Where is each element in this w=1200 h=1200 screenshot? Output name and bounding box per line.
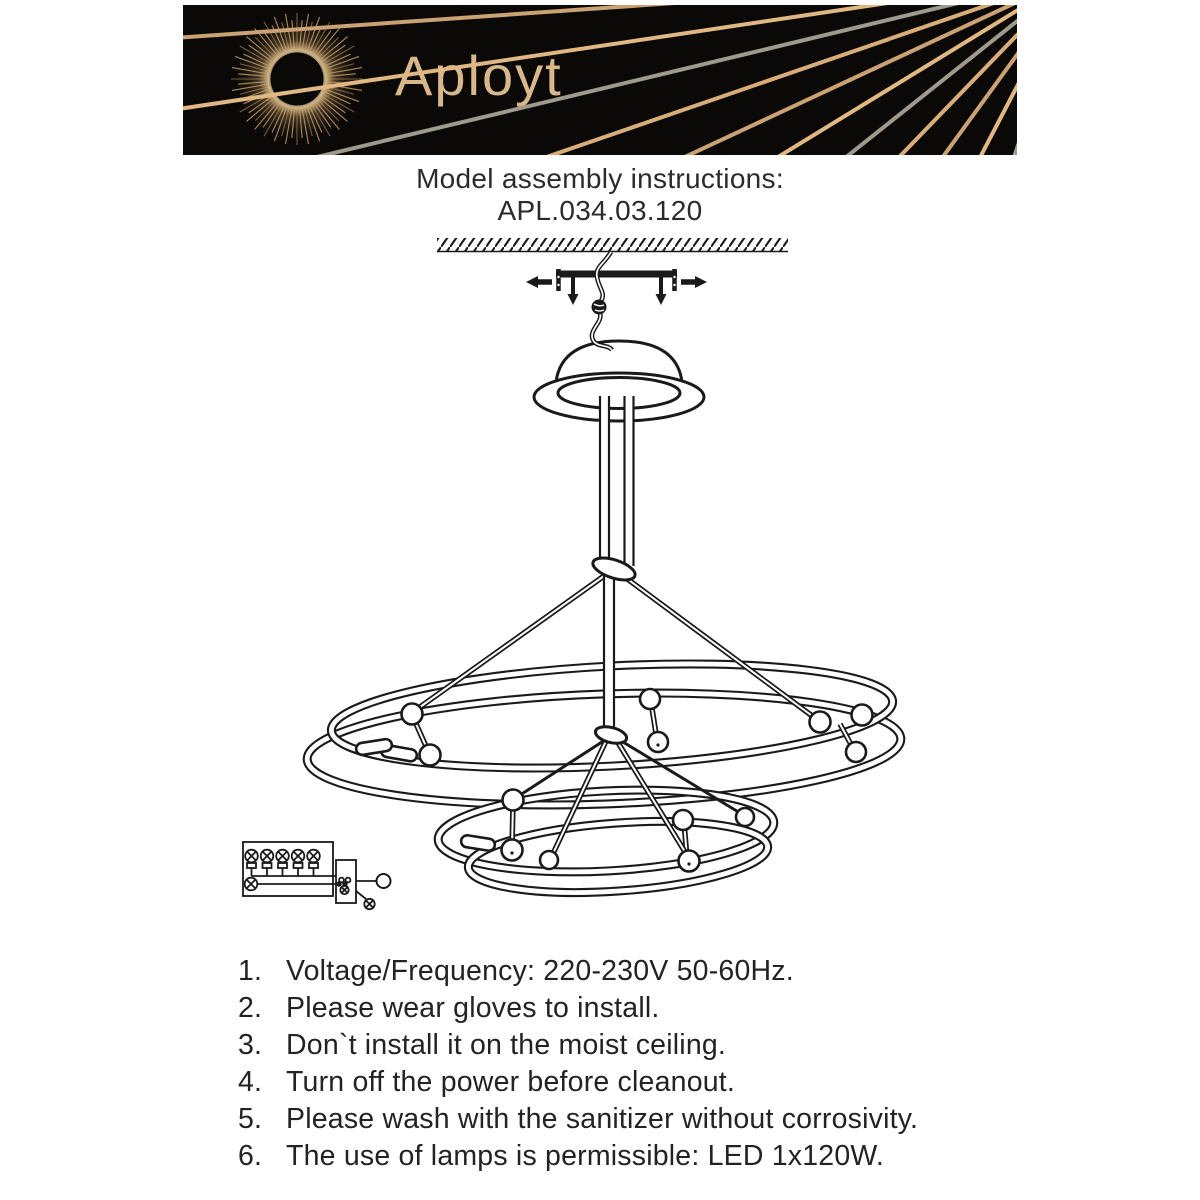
ring-posts <box>413 702 854 858</box>
wiring-diagram <box>243 842 391 909</box>
item-text: The use of lamps is permissible: LED 1x120W. <box>286 1140 885 1172</box>
page-title: Model assembly instructions: <box>416 163 784 194</box>
item-text: Please wear gloves to install. <box>286 992 660 1024</box>
item-text: Turn off the power before cleanout. <box>286 1066 736 1098</box>
item-text: Please wash with the sanitizer without corrosivity. <box>286 1103 919 1135</box>
title-block <box>0 163 1200 227</box>
item-number: 6. <box>238 1140 263 1172</box>
list-item <box>238 1101 1038 1138</box>
list-item <box>238 990 1038 1027</box>
instructions-list <box>238 953 1038 1175</box>
model-code: APL.034.03.120 <box>497 195 703 226</box>
mounting-screws <box>568 277 667 305</box>
brand-name: Aployt <box>395 44 563 107</box>
list-item <box>238 1064 1038 1101</box>
list-item <box>238 953 1038 990</box>
item-number: 5. <box>238 1103 263 1135</box>
wire-knot <box>592 300 607 315</box>
list-item <box>238 1027 1038 1064</box>
lamp-symbol <box>377 874 391 888</box>
item-text: Don`t install it on the moist ceiling. <box>286 1029 727 1061</box>
item-number: 2. <box>238 992 263 1024</box>
ground-symbol <box>364 899 374 909</box>
rays-icon <box>183 5 1017 155</box>
brand-banner <box>183 5 1017 155</box>
canopy <box>534 341 704 421</box>
item-number: 3. <box>238 1029 263 1061</box>
list-item <box>238 1138 1038 1175</box>
item-number: 4. <box>238 1066 263 1098</box>
ceiling-hatch <box>437 238 788 252</box>
direction-arrows <box>526 276 707 288</box>
item-number: 1. <box>238 955 263 987</box>
item-text: Voltage/Frequency: 220-230V 50-60Hz. <box>286 955 794 987</box>
